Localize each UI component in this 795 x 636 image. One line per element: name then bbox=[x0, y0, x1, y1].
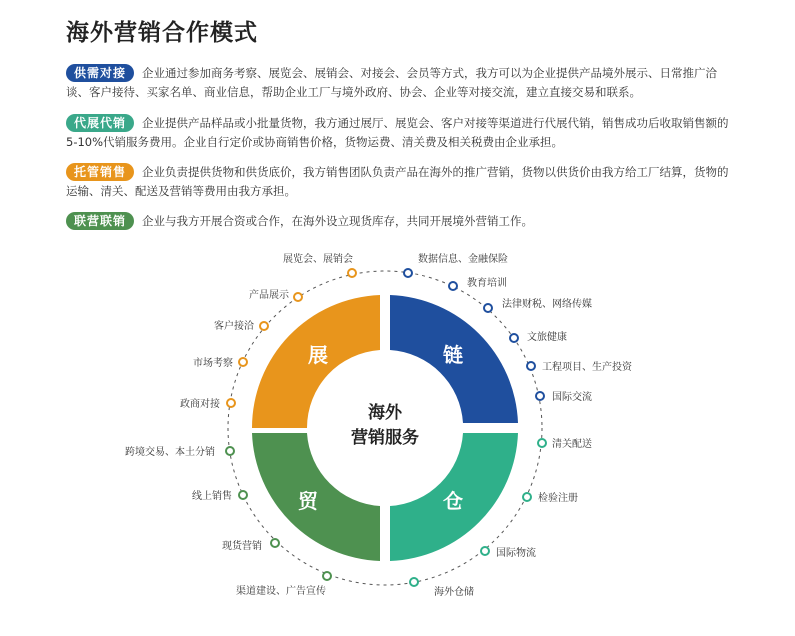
mode-badge: 代展代销 bbox=[66, 114, 134, 132]
label-customs-delivery: 清关配送 bbox=[552, 439, 592, 450]
label-tourism-health: 文旅健康 bbox=[527, 332, 567, 343]
label-international-logistics: 国际物流 bbox=[496, 548, 536, 559]
mode-badge: 联营联销 bbox=[66, 212, 134, 230]
mode-description: 企业通过参加商务考察、展览会、展销会、对接会、会员等方式，我方可以为企业提供产品境外展示、日常推广洽谈、客户接待、买家名单、商业信息，帮助企业工厂与境外政府、协会、企业等对接交流，建立直接交易和联系。 bbox=[66, 66, 718, 99]
label-engineering-investment: 工程项目、生产投资 bbox=[542, 362, 632, 373]
label-education: 教育培训 bbox=[467, 278, 507, 289]
segment-char-warehouse: 仓 bbox=[443, 489, 463, 513]
label-overseas-warehouse: 海外仓储 bbox=[434, 587, 474, 598]
dot-icon bbox=[348, 269, 356, 277]
center-title-line2: 营销服务 bbox=[351, 428, 419, 448]
dot-icon bbox=[260, 322, 268, 330]
label-online-sales: 线上销售 bbox=[192, 491, 232, 502]
dot-icon bbox=[527, 362, 535, 370]
label-channel-advertising: 渠道建设、广告宣传 bbox=[236, 586, 326, 597]
label-international-exchange: 国际交流 bbox=[552, 392, 592, 403]
dot-icon bbox=[239, 358, 247, 366]
label-government-business: 政商对接 bbox=[180, 399, 220, 410]
label-inspection-registration: 检验注册 bbox=[538, 493, 578, 504]
dot-icon bbox=[410, 578, 418, 586]
mode-description: 企业负责提供货物和供货底价，我方销售团队负责产品在海外的推广营销，货物以供货价由我方给工厂结算，货物的运输、清关、配送及营销等费用由我方承担。 bbox=[66, 165, 729, 198]
dot-icon bbox=[523, 493, 531, 501]
dot-icon bbox=[404, 269, 412, 277]
segment-char-chain: 链 bbox=[443, 343, 463, 367]
dot-icon bbox=[294, 293, 302, 301]
label-product-display: 产品展示 bbox=[249, 290, 289, 301]
label-cross-border-trade: 跨境交易、本土分销 bbox=[125, 447, 215, 458]
label-market-survey: 市场考察 bbox=[193, 358, 233, 369]
dot-icon bbox=[484, 304, 492, 312]
mode-badge: 供需对接 bbox=[66, 64, 134, 82]
dot-icon bbox=[481, 547, 489, 555]
label-client-reception: 客户接洽 bbox=[214, 321, 254, 332]
dot-icon bbox=[239, 491, 247, 499]
label-spot-marketing: 现货营销 bbox=[222, 541, 262, 552]
dot-icon bbox=[449, 282, 457, 290]
dot-icon bbox=[536, 392, 544, 400]
dot-icon bbox=[538, 439, 546, 447]
segment-char-trade: 贸 bbox=[298, 489, 318, 513]
dot-icon bbox=[271, 539, 279, 547]
label-data-finance: 数据信息、金融保险 bbox=[418, 254, 508, 265]
center-title-line1: 海外 bbox=[368, 403, 402, 423]
label-legal-media: 法律财税、网络传媒 bbox=[502, 299, 592, 310]
label-exhibition-fair: 展览会、展销会 bbox=[283, 254, 353, 265]
dot-icon bbox=[226, 447, 234, 455]
page-title: 海外营销合作模式 bbox=[66, 20, 258, 46]
segment-char-exhibition: 展 bbox=[308, 343, 328, 367]
dot-icon bbox=[510, 334, 518, 342]
dot-icon bbox=[227, 399, 235, 407]
mode-description: 企业与我方开展合资或合作，在海外设立现货库存，共同开展境外营销工作。 bbox=[142, 214, 534, 228]
mode-description: 企业提供产品样品或小批量货物，我方通过展厅、展览会、客户对接等渠道进行代展代销，销售成功后收取销售额的5-10%代销服务费用。企业自行定价或协商销售价格，货物运费、清关费及相关税费由企业承担。 bbox=[66, 116, 729, 149]
dot-icon bbox=[323, 572, 331, 580]
mode-badge: 托管销售 bbox=[66, 163, 134, 181]
